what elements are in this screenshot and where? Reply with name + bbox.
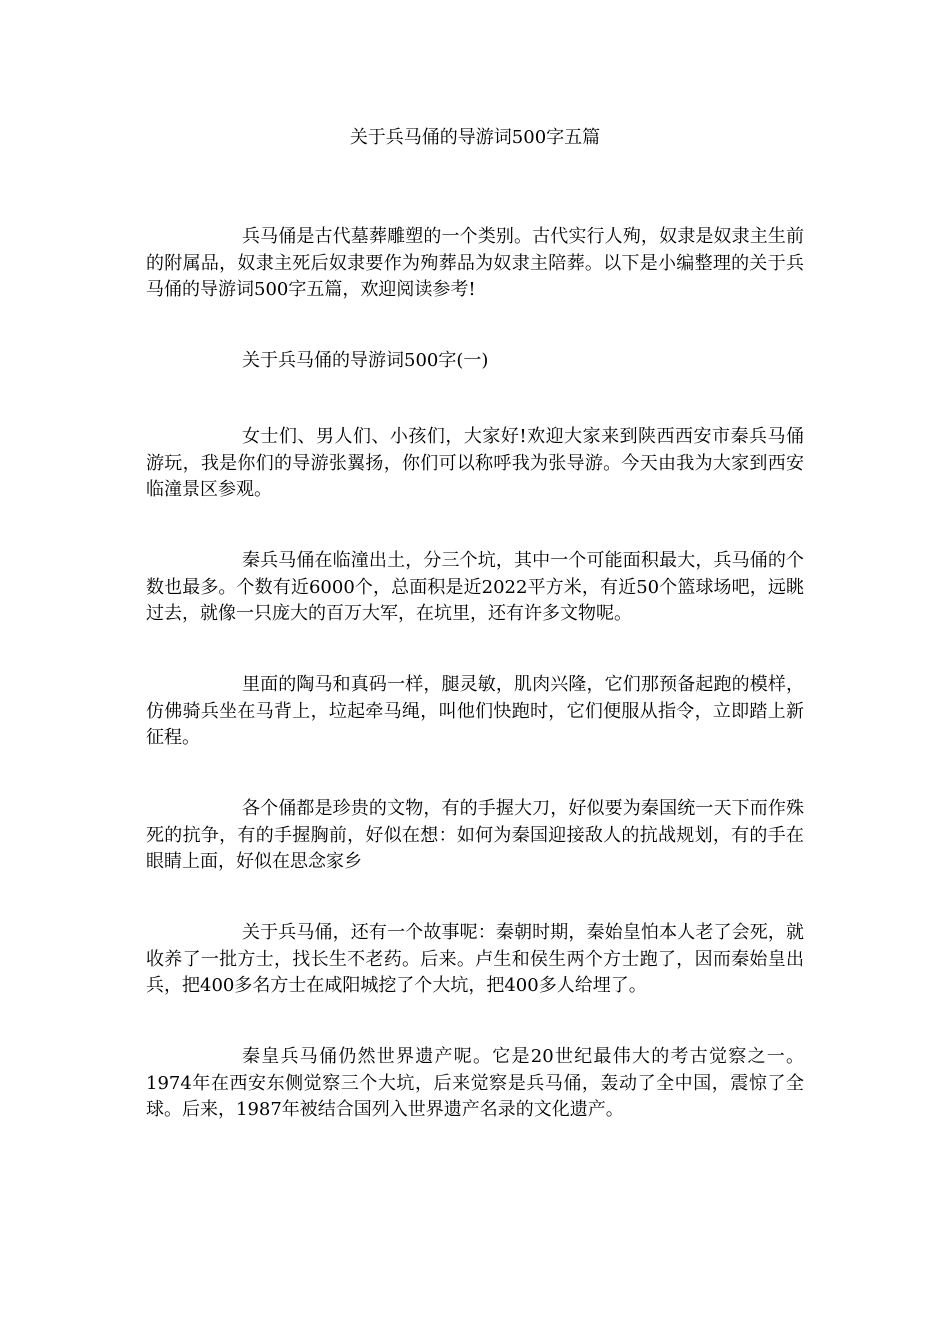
body-paragraph: 里面的陶马和真码一样，腿灵敏，肌肉兴隆，它们那预备起跑的模样，仿佛骑兵坐在马背上，垃起牵马绳，叫他们快跑时，它们便服从指令，立即踏上新征程。 [146,674,804,748]
body-paragraph: 女士们、男人们、小孩们，大家好!欢迎大家来到陕西西安市秦兵马俑游玩，我是你们的导游张翼扬，你们可以称呼我为张导游。今天由我为大家到西安临潼景区参观。 [146,426,804,500]
intro-paragraph: 兵马俑是古代墓葬雕塑的一个类别。古代实行人殉，奴隶是奴隶主生前的附属品，奴隶主死后奴隶要作为殉葬品为奴隶主陪葬。以下是小编整理的关于兵马俑的导游词500字五篇，欢迎阅读参考! [146,226,804,300]
section-heading: 关于兵马俑的导游词500字(一) [242,350,489,371]
body-paragraph: 关于兵马俑，还有一个故事呢：秦朝时期，秦始皇怕本人老了会死，就收养了一批方士，找长生不老药。后来。卢生和侯生两个方士跑了，因而秦始皇出兵，把400多名方士在咸阳城挖了个大坑，把400多人给埋了。 [146,922,804,996]
body-paragraph: 各个俑都是珍贵的文物，有的手握大刀，好似要为秦国统一天下而作殊死的抗争，有的手握胸前，好似在想：如何为秦国迎接敌人的抗战规划，有的手在眼睛上面，好似在思念家乡 [146,798,804,872]
body-paragraph: 秦兵马俑在临潼出土，分三个坑，其中一个可能面积最大，兵马俑的个数也最多。个数有近6000个，总面积是近2022平方米，有近50个篮球场吧，远眺过去，就像一只庞大的百万大军，在坑里，还有许多文物呢。 [146,550,804,624]
document-title: 关于兵马俑的导游词500字五篇 [349,127,601,148]
body-paragraph: 秦皇兵马俑仍然世界遗产呢。它是20世纪最伟大的考古觉察之一。1974年在西安东侧觉察三个大坑，后来觉察是兵马俑，轰动了全中国，震惊了全球。后来，1987年被结合国列入世界遗产名录的文化遗产。 [146,1046,804,1120]
